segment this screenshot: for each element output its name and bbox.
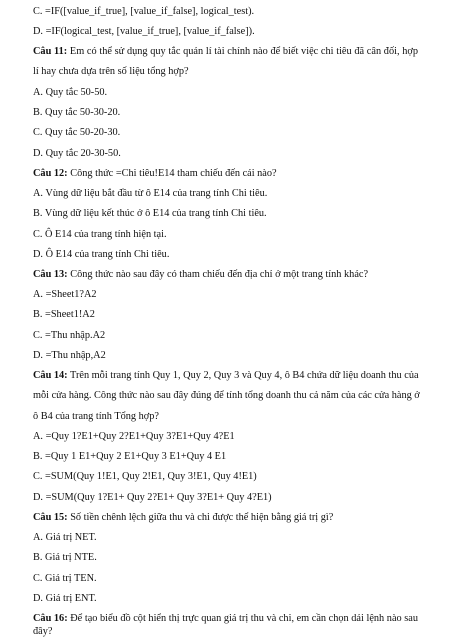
answer-option: A. Giá trị NET. <box>33 532 97 543</box>
question-16-line: Câu 16: Để tạo biểu đồ cột hiển thị trực quan giá trị thu và chi, em cần chọn dải lệnh nào sau <box>33 613 418 624</box>
answer-option: C. Giá trị TEN. <box>33 573 97 584</box>
answer-option: C. =SUM(Quy 1!E1, Quy 2!E1, Quy 3!E1, Quy 4!E1) <box>33 471 257 482</box>
question-13-line: Câu 13: Công thức nào sau đây có tham chiếu đến địa chỉ ở một trang tính khác? <box>33 269 369 280</box>
answer-option: B. =Sheet1!A2 <box>33 309 95 320</box>
answer-option: A. Vùng dữ liệu bắt đầu từ ô E14 của trang tính Chi tiêu. <box>33 188 268 199</box>
answer-option: D. Quy tắc 20-30-50. <box>33 148 121 159</box>
text-line: D. =IF(logical_test, [value_if_true], [value_if_false]). <box>33 26 255 37</box>
text-line: lí hay chưa dựa trên số liệu tổng hợp? <box>33 66 189 77</box>
answer-option: B. =Quy 1 E1+Quy 2 E1+Quy 3 E1+Quy 4 E1 <box>33 451 227 462</box>
question-number: Câu 15: <box>33 512 68 523</box>
question-12-line: Câu 12: Công thức =Chi tiêu!E14 tham chiếu đến cái nào? <box>33 168 277 179</box>
answer-option: C. Quy tắc 50-20-30. <box>33 127 121 138</box>
answer-option: A. =Quy 1?E1+Quy 2?E1+Quy 3?E1+Quy 4?E1 <box>33 431 235 442</box>
text-line: C. =IF([value_if_true], [value_if_false], logical_test). <box>33 6 255 17</box>
question-15-line: Câu 15: Số tiền chênh lệch giữa thu và chi được thể hiện bằng giá trị gì? <box>33 512 334 523</box>
answer-option: D. Giá trị ENT. <box>33 593 97 604</box>
answer-option: C. Ô E14 của trang tính hiện tại. <box>33 229 167 240</box>
question-number: Câu 11: <box>33 46 68 57</box>
question-number: Câu 12: <box>33 168 68 179</box>
question-number: Câu 16: <box>33 613 68 624</box>
question-14-line: Câu 14: Trên mỗi trang tính Quy 1, Quy 2, Quy 3 và Quy 4, ô B4 chứa dữ liệu doanh thu của <box>33 370 419 381</box>
text-line: ô B4 của trang tính Tổng hợp? <box>33 411 159 422</box>
answer-option: A. Quy tắc 50-50. <box>33 87 108 98</box>
text-line: đây? <box>33 626 53 637</box>
question-number: Câu 14: <box>33 370 68 381</box>
answer-option: D. =SUM(Quy 1?E1+ Quy 2?E1+ Quy 3?E1+ Quy 4?E1) <box>33 492 272 503</box>
answer-option: C. =Thu nhập.A2 <box>33 330 106 341</box>
answer-option: A. =Sheet1?A2 <box>33 289 97 300</box>
answer-option: B. Quy tắc 50-30-20. <box>33 107 121 118</box>
question-number: Câu 13: <box>33 269 68 280</box>
answer-option: D. Ô E14 của trang tính Chi tiêu. <box>33 249 170 260</box>
text-line: mỗi cửa hàng. Công thức nào sau đây đúng để tính tổng doanh thu cả năm của các cửa hàng ở <box>33 390 420 401</box>
answer-option: B. Vùng dữ liệu kết thúc ở ô E14 của trang tính Chi tiêu. <box>33 208 267 219</box>
answer-option: D. =Thu nhập,A2 <box>33 350 106 361</box>
answer-option: B. Giá trị NTE. <box>33 552 97 563</box>
question-11-line: Câu 11: Em có thể sử dụng quy tắc quản lí tài chính nào để biết việc chi tiêu đã cân đối, hợp <box>33 46 418 57</box>
